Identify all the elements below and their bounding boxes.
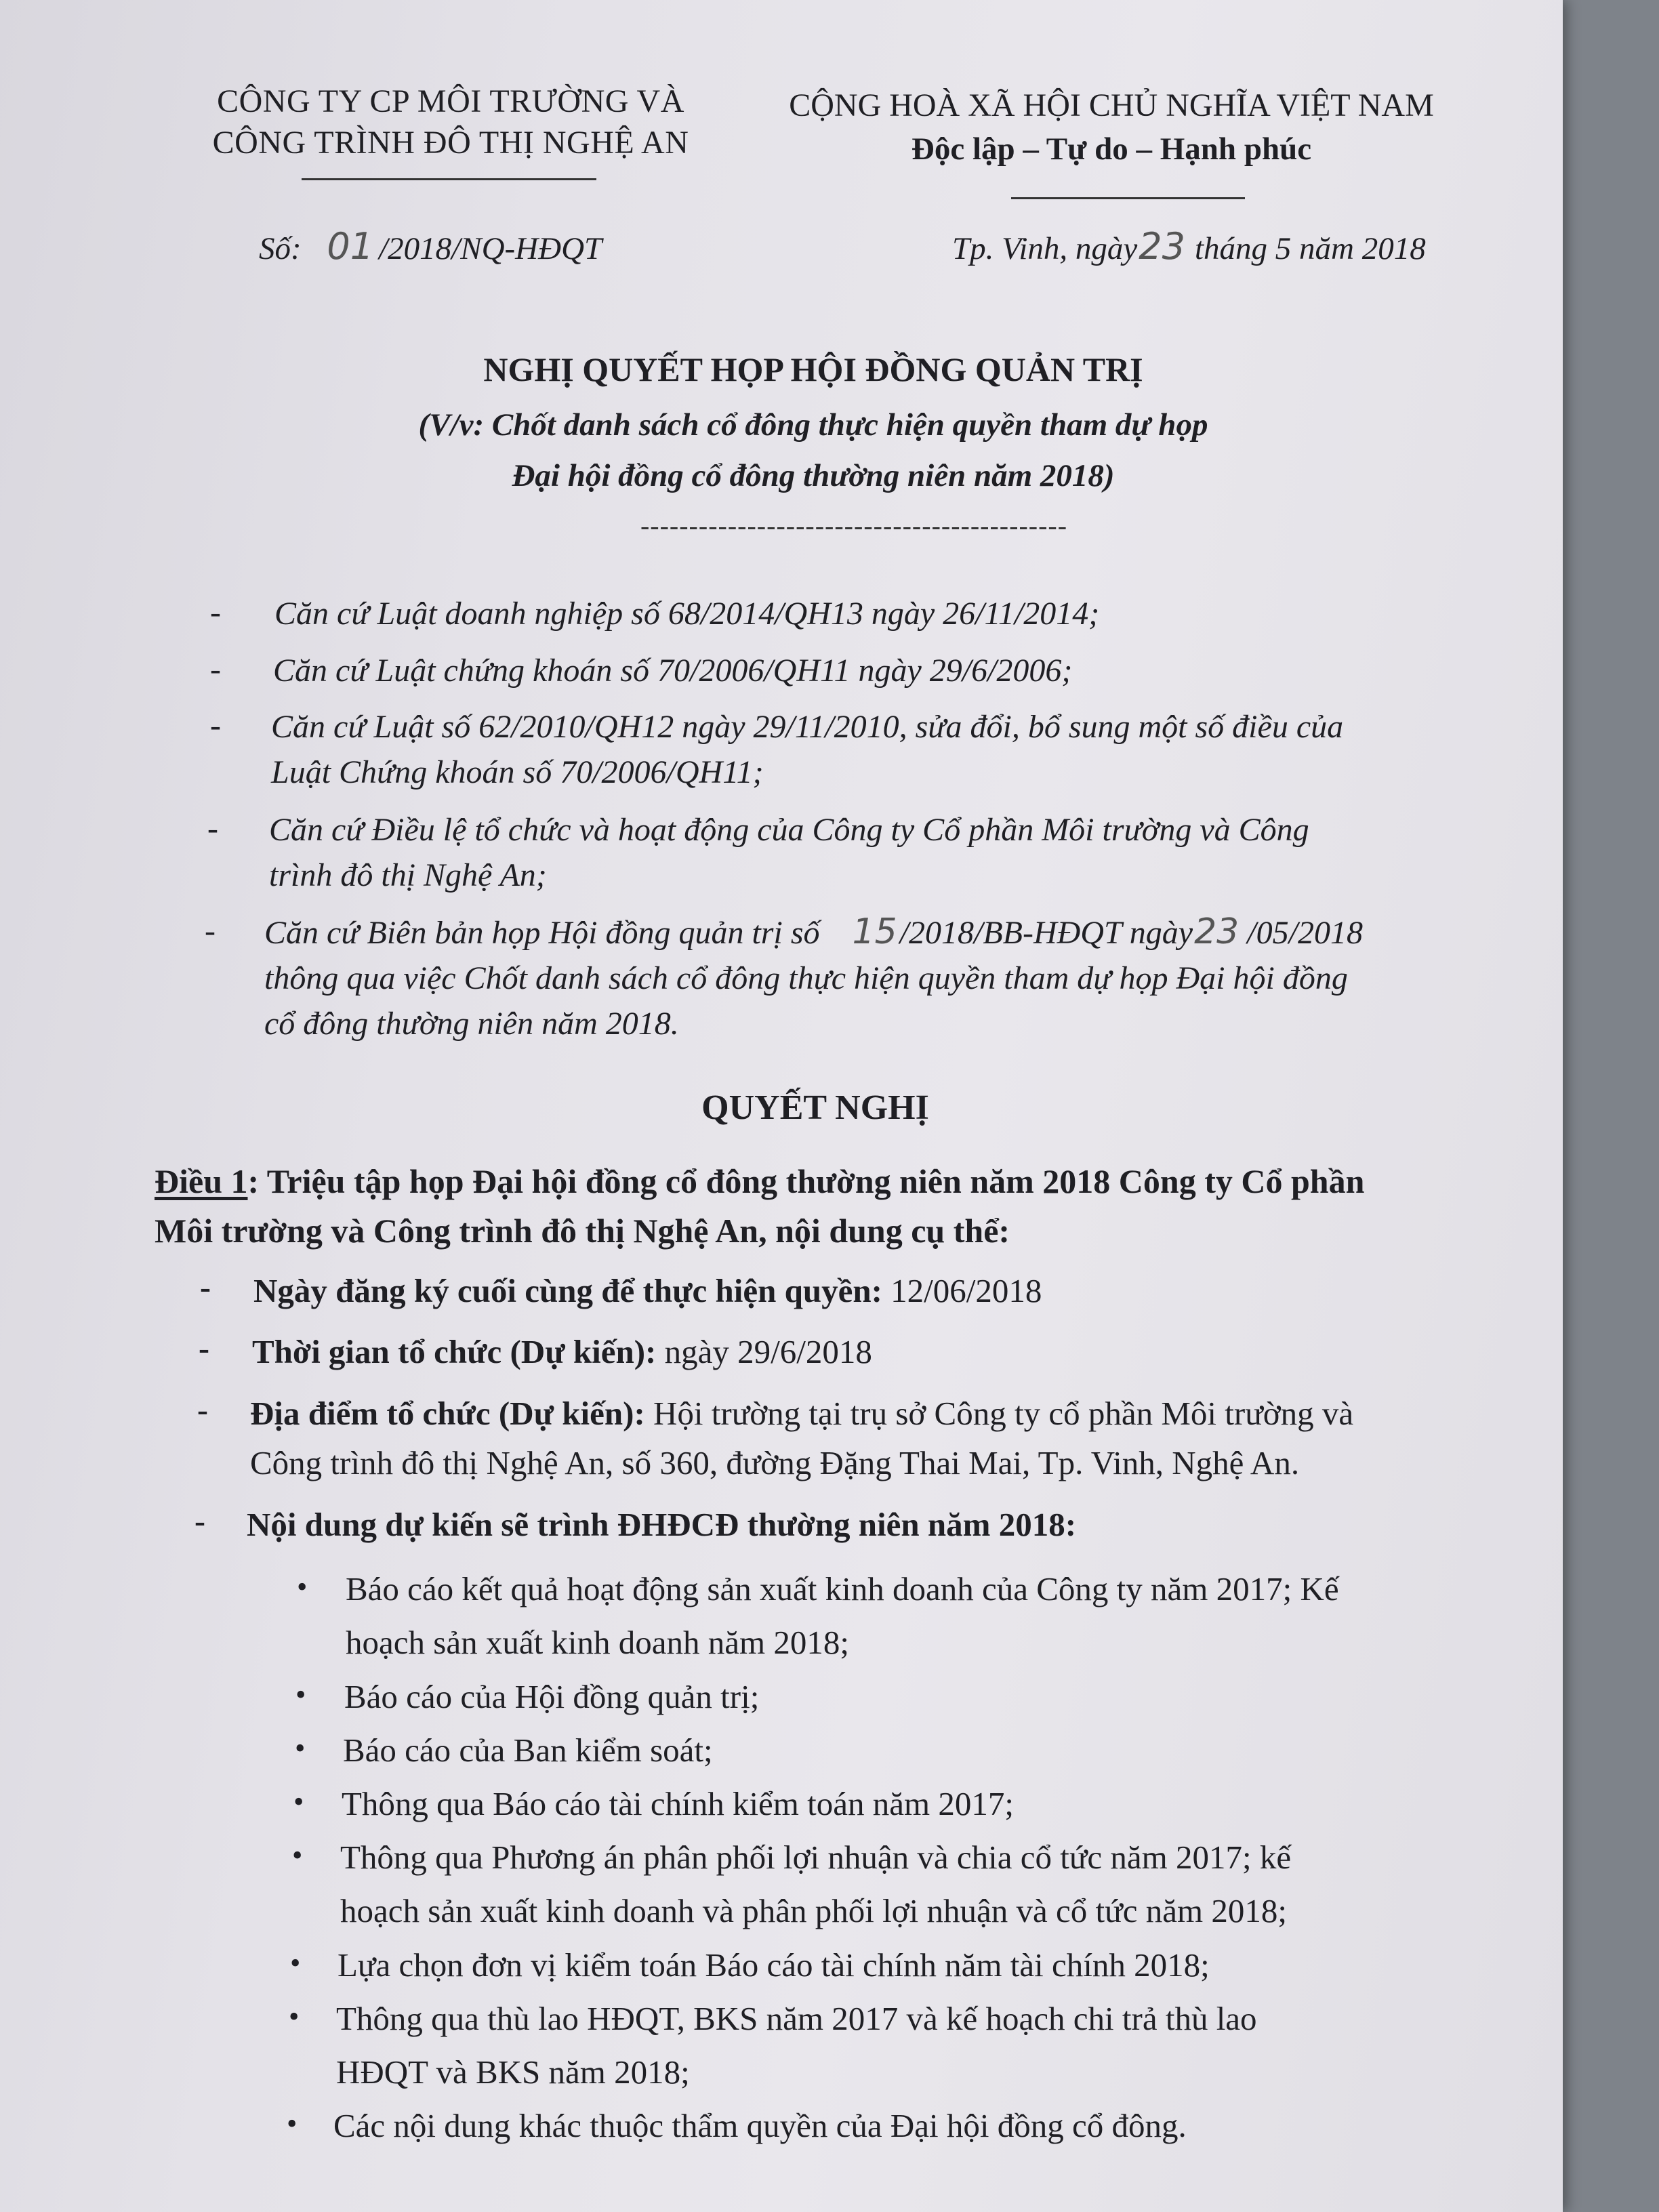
- agenda-item: Thông qua Phương án phân phối lợi nhuận và chia cổ tức năm 2017; kế hoạch sản xuất kinh doanh và phân phối lợi nhuận và cổ tức năm 2018;: [340, 1839, 1292, 1929]
- document-page: CÔNG TY CP MÔI TRƯỜNG VÀ CÔNG TRÌNH ĐÔ THỊ NGHỆ AN CỘNG HOÀ XÃ HỘI CHỦ NGHĨA VIỆT NAM Độc lập – Tự do – Hạnh phúc Số: 01 /2018/NQ-HĐQT Tp. Vinh, ngày23 tháng 5 năm 2018 NGHỊ QUYẾT HỌP HỘI ĐỒNG QUẢN TRỊ (V/v: Chốt danh sách cổ đông thực hiện quyền tham dự họp Đại hội đồng cổ đông thường niên năm 2018) -------------------------------------------- - Căn cứ Luật doanh nghiệp số 68/2014/QH13 ngày 26/11/2014; - Căn cứ Luật chứng khoán số 70/2006/QH11 ngày 29/6/2006; - Căn cứ Luật số 62/2010/QH12 ngày 29/11/2010, sửa đổi, bổ sung một số điều của Luật Chứng khoán số 70/2006/QH11; - Căn cứ Điều lệ tổ chức và hoạt động của Công ty Cổ phần Môi trường và Công trình đô thị Nghệ An; - Căn cứ Biên bản họp Hội đồng quản trị số 15/2018/BB-HĐQT ngày23 /05/2018 thông qua việc Chốt danh sách cổ đông thực hiện quyền tham dự họp Đại hội đồng cổ đông thường niên năm 2018. QUYẾT NGHỊ Điều 1: Triệu tập họp Đại hội đồng cổ đông thường niên năm 2018 Công ty Cổ phần Môi trường và Công trình đô thị Nghệ An, nội dung cụ thể: - Ngày đăng ký cuối cùng để thực hiện quyền: 12/06/2018 - Thời gian tổ chức (Dự kiến): ngày 29/6/2018 - Địa điểm tổ chức (Dự kiến): Hội trường tại trụ sở Công ty cổ phần Môi trường và Công trình đô thị Nghệ An, số 360, đường Đặng Thai Mai, Tp. Vinh, Nghệ An. - Nội dung dự kiến sẽ trình ĐHĐCĐ thường niên năm 2018: • Báo cáo kết quả hoạt động sản xuất kinh doanh của Công ty năm 2017; Kế hoạch sản xuất kinh doanh năm 2018; • Báo cáo của Hội đồng quản trị; • Báo cáo của Ban kiểm soát; • Thông qua Báo cáo tài chính kiểm toán năm 2017; • Thông qua Phương án phân phối lợi nhuận và chia cổ tức năm 2017; kế hoạch sản xuất kinh doanh và phân phối lợi nhuận và cổ tức năm 2018; • Lựa chọn đơn vị kiểm toán Báo cáo tài chính năm tài chính 2018; • Thông qua thù lao HĐQT, BKS năm 2017 và kế hoạch chi trả thù lao HĐQT và BKS năm 2018; • Các nội dung khác thuộc thẩm quyền của Đại hội đồng cổ đông.: [0, 0, 1563, 2212]
- agenda-item: Các nội dung khác thuộc thẩm quyền của Đại hội đồng cổ đông.: [333, 2107, 1187, 2144]
- document-subject-line2: Đại hội đồng cổ đông thường niên năm 2018): [512, 458, 1115, 493]
- company-name-line1: CÔNG TY CP MÔI TRƯỜNG VÀ: [217, 83, 684, 119]
- article-item-registration-date: Ngày đăng ký cuối cùng để thực hiện quyền: 12/06/2018: [253, 1272, 1042, 1309]
- national-heading: [739, 87, 1484, 167]
- minutes-date-handwritten: 23: [1194, 912, 1240, 952]
- document-title: NGHỊ QUYẾT HỌP HỘI ĐỒNG QUẢN TRỊ: [483, 350, 1143, 388]
- agenda-item: Báo cáo của Ban kiểm soát;: [343, 1732, 713, 1769]
- article-item-meeting-time: Thời gian tổ chức (Dự kiến): ngày 29/6/2018: [252, 1333, 872, 1370]
- article-1-heading: Điều 1: Triệu tập họp Đại hội đồng cổ đông thường niên năm 2018 Công ty Cổ phần Môi trường và Công trình đô thị Nghệ An, nội dung cụ thể:: [155, 1162, 1365, 1250]
- agenda-item: Thông qua Báo cáo tài chính kiểm toán năm 2017;: [342, 1785, 1015, 1822]
- article-item-meeting-venue: Địa điểm tổ chức (Dự kiến): Hội trường tại trụ sở Công ty cổ phần Môi trường và Công trình đô thị Nghệ An, số 360, đường Đặng Thai Mai, Tp. Vinh, Nghệ An.: [250, 1395, 1354, 1481]
- national-motto: Độc lập – Tự do – Hạnh phúc: [911, 131, 1312, 167]
- minutes-number-handwritten: 15: [852, 912, 897, 952]
- company-name: [163, 83, 739, 161]
- company-name-line2: CÔNG TRÌNH ĐÔ THỊ NGHỆ AN: [212, 125, 689, 161]
- basis-item: Căn cứ Điều lệ tổ chức và hoạt động của Công ty Cổ phần Môi trường và Công trình đô thị Nghệ An;: [269, 812, 1309, 893]
- basis-item: Căn cứ Luật doanh nghiệp số 68/2014/QH13 ngày 26/11/2014;: [274, 596, 1100, 632]
- company-underline: [302, 178, 596, 180]
- document-number: Số: 01 /2018/NQ-HĐQT: [259, 225, 602, 268]
- basis-item: Căn cứ Biên bản họp Hội đồng quản trị số 15/2018/BB-HĐQT ngày23 /05/2018 thông qua việc Chốt danh sách cổ đông thực hiện quyền tham dự họp Đại hội đồng cổ đông thường niên năm 2018.: [264, 912, 1363, 1042]
- motto-underline: [1011, 197, 1245, 199]
- document-subject-line1: (V/v: Chốt danh sách cổ đông thực hiện quyền tham dự họp: [418, 407, 1208, 443]
- date-handwritten: 23: [1139, 225, 1185, 268]
- agenda-item: Thông qua thù lao HĐQT, BKS năm 2017 và kế hoạch chi trả thù lao HĐQT và BKS năm 2018;: [336, 2000, 1257, 2091]
- article-item-agenda: Nội dung dự kiến sẽ trình ĐHĐCĐ thường niên năm 2018:: [247, 1506, 1077, 1543]
- national-name: CỘNG HOÀ XÃ HỘI CHỦ NGHĨA VIỆT NAM: [789, 87, 1434, 123]
- title-separator: --------------------------------------------: [640, 510, 1068, 541]
- document-date: Tp. Vinh, ngày23 tháng 5 năm 2018: [952, 225, 1426, 268]
- agenda-item: Báo cáo của Hội đồng quản trị;: [344, 1678, 760, 1715]
- basis-item: Căn cứ Luật số 62/2010/QH12 ngày 29/11/2010, sửa đổi, bổ sung một số điều của Luật Chứng khoán số 70/2006/QH11;: [271, 709, 1344, 790]
- decision-heading: QUYẾT NGHỊ: [701, 1088, 929, 1127]
- article-label: Điều 1: [155, 1162, 248, 1200]
- basis-item: Căn cứ Luật chứng khoán số 70/2006/QH11 ngày 29/6/2006;: [273, 653, 1073, 689]
- agenda-item: Lựa chọn đơn vị kiểm toán Báo cáo tài chính năm tài chính 2018;: [337, 1946, 1210, 1984]
- agenda-item: Báo cáo kết quả hoạt động sản xuất kinh doanh của Công ty năm 2017; Kế hoạch sản xuất kinh doanh năm 2018;: [346, 1570, 1339, 1661]
- number-handwritten: 01: [327, 225, 374, 268]
